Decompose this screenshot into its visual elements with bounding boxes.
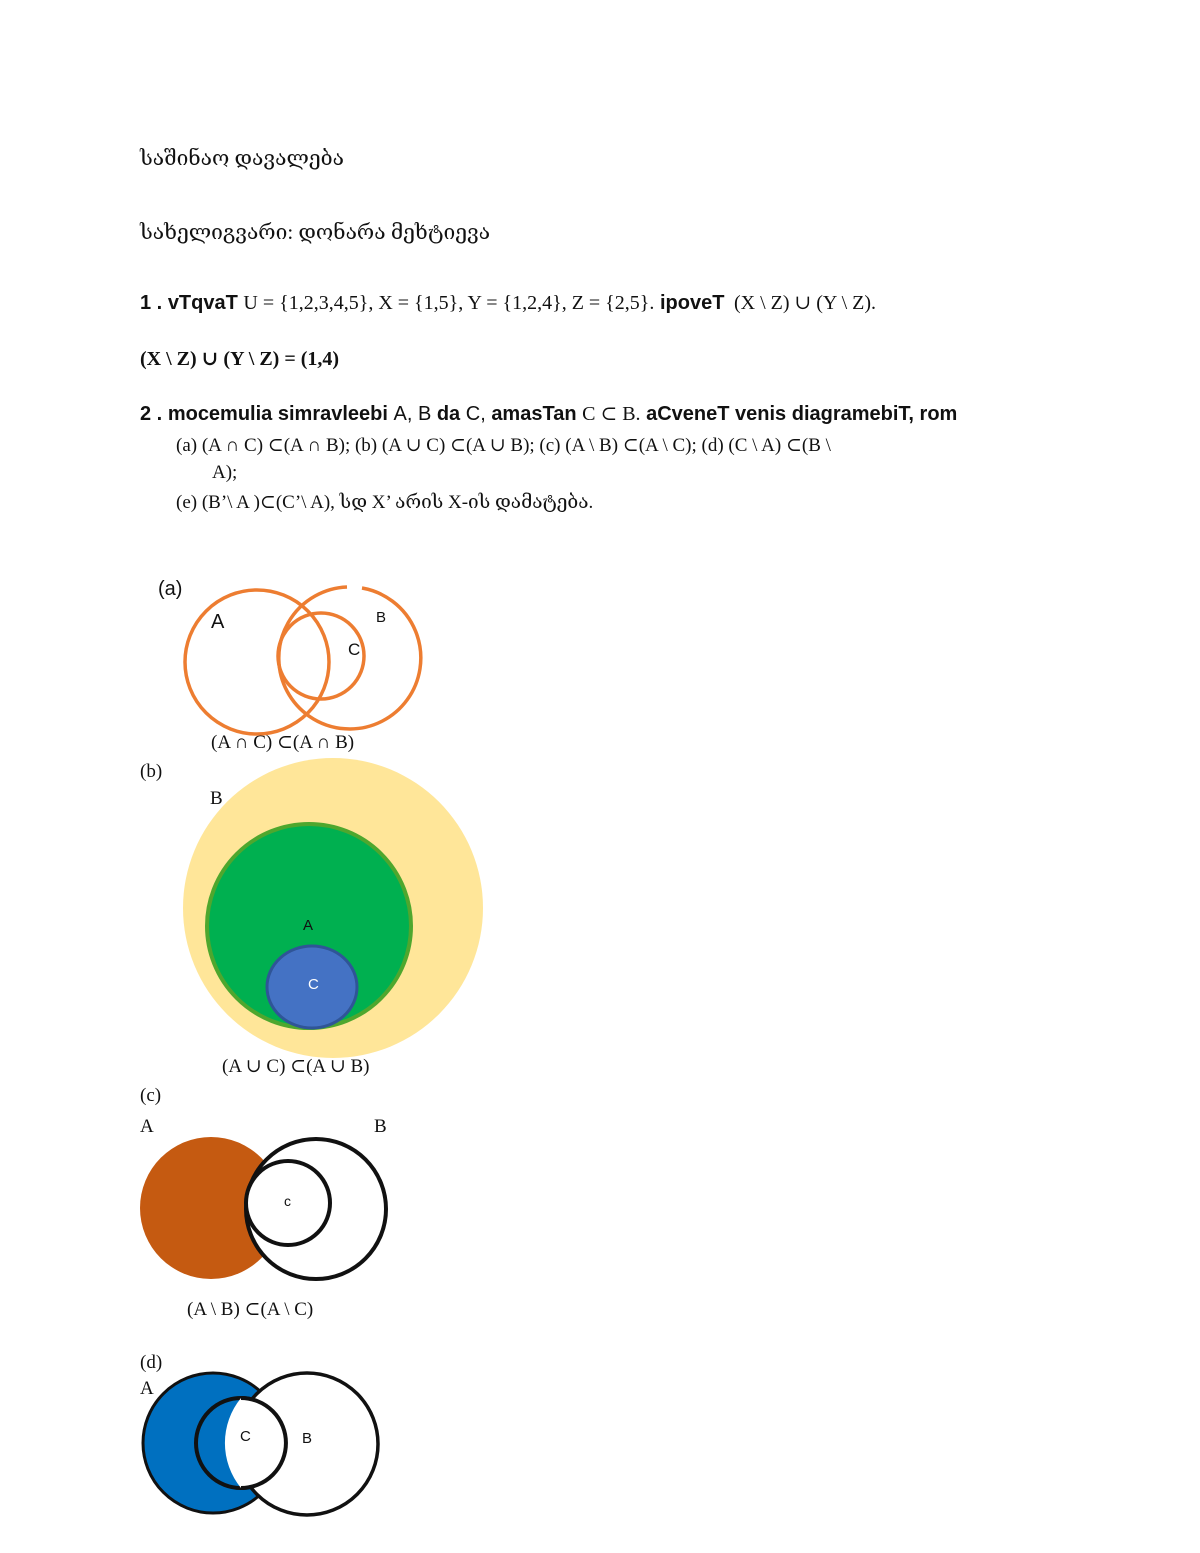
problem-2-sets: A, B bbox=[393, 403, 432, 425]
problem-2-relation: C ⊂ B. bbox=[582, 403, 641, 425]
diagram-b-label-c: C bbox=[308, 976, 319, 993]
diagram-a-label-a: A bbox=[211, 611, 225, 633]
diagram-a-caption: (A ∩ C) ⊂(A ∩ B) bbox=[211, 732, 355, 753]
diagram-b-caption: (A ∪ C) ⊂(A ∪ B) bbox=[222, 1056, 370, 1077]
problem-2-setc: C, bbox=[465, 403, 486, 425]
problem-1-word2: ipoveT bbox=[659, 292, 725, 314]
problem-1-answer: (X \ Z) ∪ (Y \ Z) = (1,4) bbox=[140, 348, 340, 370]
student-name: სახელიგვარი: დონარა მეხტიევა bbox=[140, 220, 491, 244]
diagram-a-label-b: B bbox=[376, 609, 387, 626]
problem-2-rest: aCveneT venis diagramebiT, rom bbox=[646, 403, 958, 425]
diagram-c-label-c: c bbox=[284, 1193, 291, 1209]
problem-2-da: da bbox=[436, 403, 461, 425]
diagram-c-caption: (A \ B) ⊂(A \ C) bbox=[187, 1299, 314, 1320]
diagram-a-label-c: C bbox=[348, 640, 361, 659]
problem-2-part1: mocemulia simravleebi bbox=[167, 403, 388, 425]
diagram-c-label-a: A bbox=[140, 1116, 154, 1137]
homework-title: საშინაო დავალება bbox=[140, 146, 344, 170]
diagram-d-label-a: A bbox=[140, 1378, 154, 1399]
problem-2-line2: (a) (A ∩ C) ⊂(A ∩ B); (b) (A ∪ C) ⊂(A ∪ B); (c) (A \ B) ⊂(A \ C); (d) (C \ A) ⊂(B \ bbox=[176, 435, 831, 456]
diagram-c-tag: (c) bbox=[140, 1085, 162, 1106]
diagram-d-tag: (d) bbox=[140, 1352, 163, 1373]
diagram-b-tag: (b) bbox=[140, 761, 163, 782]
diagram-b-label-b: B bbox=[210, 788, 223, 809]
problem-1-sets: U = {1,2,3,4,5}, X = {1,5}, Y = {1,2,4}, Z = {2,5}. bbox=[243, 292, 655, 314]
problem-2-line4: (e) (B’\ A )⊂(C’\ A), სდ X’ არის X-ის დამატება. bbox=[176, 492, 594, 513]
problem-2-amastan: amasTan bbox=[491, 403, 577, 425]
problem-1-number: 1 . bbox=[140, 292, 163, 314]
diagram-d-label-b: B bbox=[302, 1430, 313, 1447]
diagram-d-label-c: C bbox=[240, 1428, 251, 1445]
diagram-c-label-b: B bbox=[374, 1116, 387, 1137]
diagram-a-tag: (a) bbox=[158, 578, 183, 600]
problem-1-word1: vTqvaT bbox=[167, 292, 238, 314]
diagram-b-label-a: A bbox=[303, 917, 314, 934]
problem-1-expr: (X \ Z) ∪ (Y \ Z). bbox=[733, 292, 877, 314]
problem-2-number: 2 . bbox=[140, 403, 163, 425]
problem-2-line3: A); bbox=[212, 462, 238, 483]
